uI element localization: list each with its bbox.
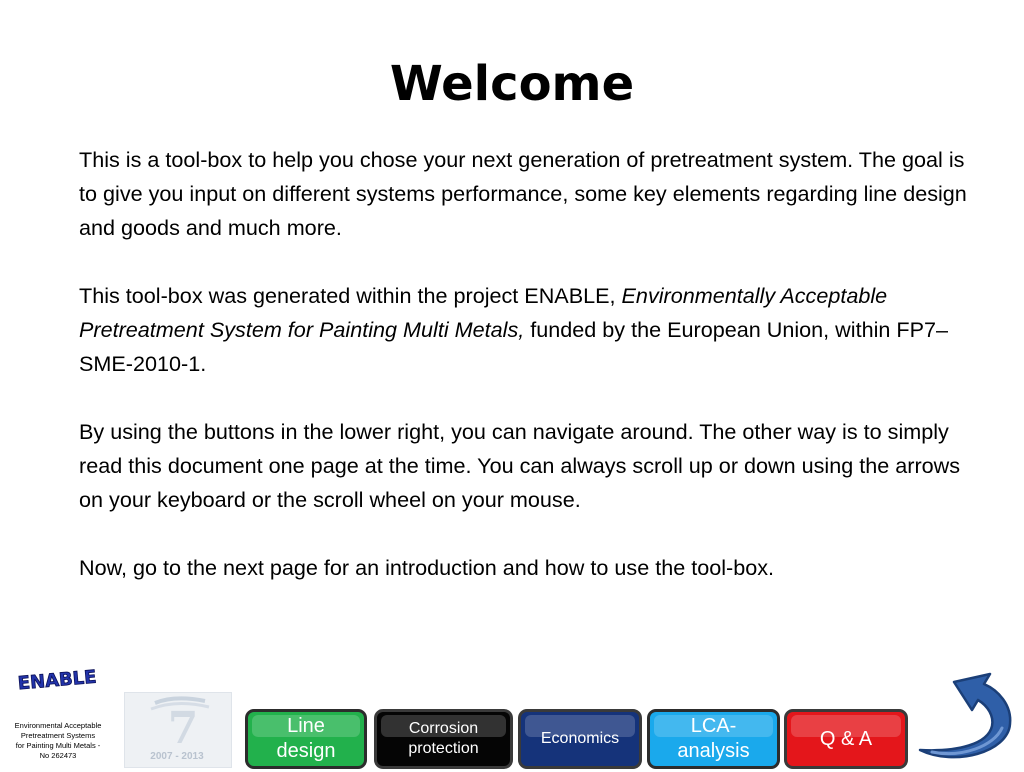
enable-logo-text: ENABLE <box>16 666 98 694</box>
logo-caption-line: No 262473 <box>39 751 77 760</box>
economics-button[interactable] <box>518 709 642 769</box>
line-design-button[interactable] <box>245 709 367 769</box>
fp7-years: 2007 - 2013 <box>150 751 204 762</box>
lca-analysis-button[interactable] <box>647 709 780 769</box>
economics-label: Economics <box>540 730 620 747</box>
lca-label-line2: analysis <box>677 740 750 762</box>
line-design-label-line1: Line <box>287 715 325 737</box>
fp7-logo <box>124 692 232 768</box>
corrosion-protection-button[interactable] <box>374 709 513 769</box>
corrosion-label <box>408 719 478 759</box>
paragraph-project <box>79 279 974 381</box>
fp7-numeral: 7 <box>167 703 199 754</box>
curved-back-arrow-icon[interactable] <box>910 672 1022 768</box>
logo-caption-line: Pretreatment Systems <box>20 731 96 740</box>
enable-logo <box>12 664 102 694</box>
logo-caption-line: for Painting Multi Metals - <box>15 741 101 750</box>
line-design-label-line2: design <box>276 740 336 762</box>
logo-caption <box>0 721 116 761</box>
corrosion-label-line1: Corrosion <box>408 720 479 737</box>
qa-button[interactable] <box>784 709 908 769</box>
paragraph-navigation: By using the buttons in the lower right, you can navigate around. The other way is to simply read this document one page at the time. You can always scroll up or down using the arrows on your keyboard or the scroll wheel on your mouse. <box>79 419 961 512</box>
corrosion-label-line2: protection <box>408 740 479 757</box>
project-full-name: Environmentally Acceptable Pretreatment System for Painting Multi Metals, <box>79 283 888 342</box>
paragraph-purpose: This is a tool-box to help you chose your next generation of pretreatment system. The goal is to give you input on different systems performance, some key elements regarding line design and goods and much more. <box>79 147 967 240</box>
lca-label <box>677 714 749 764</box>
paragraph-next-page: Now, go to the next page for an introduction and how to use the tool-box. <box>79 555 775 580</box>
project-text-end: funded by the European Union, within FP7–SME-2010-1. <box>79 317 948 376</box>
project-text-start: This tool-box was generated within the project ENABLE, <box>79 283 622 308</box>
intro-text <box>79 143 974 619</box>
qa-label: Q & A <box>819 727 873 750</box>
fp7-logo-graphic <box>125 693 231 767</box>
logo-caption-line: Environmental Acceptable <box>14 721 102 730</box>
page-title: Welcome <box>389 56 635 112</box>
line-design-label <box>277 714 336 764</box>
lca-label-line1: LCA- <box>690 715 737 737</box>
